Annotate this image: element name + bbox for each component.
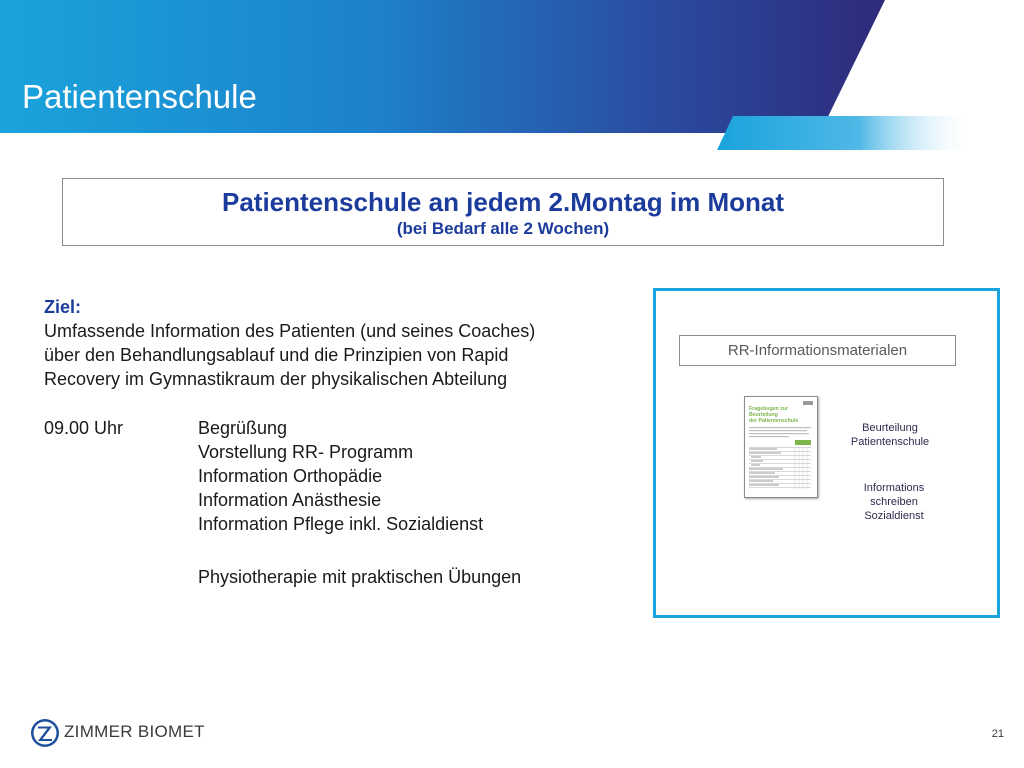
schedule-banner xyxy=(62,178,944,246)
schedule-row xyxy=(44,416,644,440)
label-line: Beurteilung xyxy=(862,422,918,434)
schedule-row xyxy=(44,440,644,464)
label-line: Patientenschule xyxy=(850,436,930,448)
schedule-extra: Physiotherapie mit praktischen Übungen xyxy=(198,567,522,587)
schedule-item: Information Pflege inkl. Sozialdienst xyxy=(198,514,484,534)
schedule-item: Begrüßung xyxy=(198,418,288,438)
questionnaire-page-icon xyxy=(745,397,817,497)
schedule-item: Information Anästhesie xyxy=(198,490,382,510)
schedule-item: Vorstellung RR- Programm xyxy=(198,442,414,462)
svg-text:der Patientenschule: der Patientenschule xyxy=(749,418,799,424)
label-informations xyxy=(834,481,954,523)
svg-text:Fragebogen zur: Fragebogen zur xyxy=(749,406,788,412)
footer-brand: ZIMMER BIOMET xyxy=(64,722,205,741)
label-beurteilung xyxy=(834,421,946,449)
schedule-item: Information Orthopädie xyxy=(198,466,383,486)
materials-heading: RR-Informationsmaterialen xyxy=(679,335,956,366)
banner-title: Patientenschule an jedem 2.Montag im Monat xyxy=(222,187,784,217)
schedule-time: 09.00 Uhr xyxy=(44,418,124,438)
schedule-section xyxy=(44,416,644,589)
banner-subtitle: (bei Bedarf alle 2 Wochen) xyxy=(396,219,610,238)
svg-text:Beurteilung: Beurteilung xyxy=(749,412,778,418)
schedule-row xyxy=(44,565,644,589)
goal-section xyxy=(44,295,644,391)
questionnaire-thumbnail xyxy=(744,396,818,498)
goal-line: Recovery im Gymnastikraum der physikalischen Abteilung xyxy=(44,369,508,389)
label-line: Informations xyxy=(863,482,925,494)
schedule-row xyxy=(44,512,644,536)
schedule-row xyxy=(44,464,644,488)
page-number: 21 xyxy=(991,728,1004,740)
goal-line: Umfassende Information des Patienten (und seines Coaches) xyxy=(44,321,536,341)
goal-label: Ziel: xyxy=(44,297,82,317)
label-line: Sozialdienst xyxy=(864,510,924,522)
slide-title: Patientenschule xyxy=(22,78,257,115)
goal-line: über den Behandlungsablauf und die Prinzipien von Rapid xyxy=(44,345,509,365)
zimmer-biomet-logo-icon xyxy=(30,718,60,748)
schedule-row xyxy=(44,488,644,512)
label-line: schreiben xyxy=(870,496,918,508)
